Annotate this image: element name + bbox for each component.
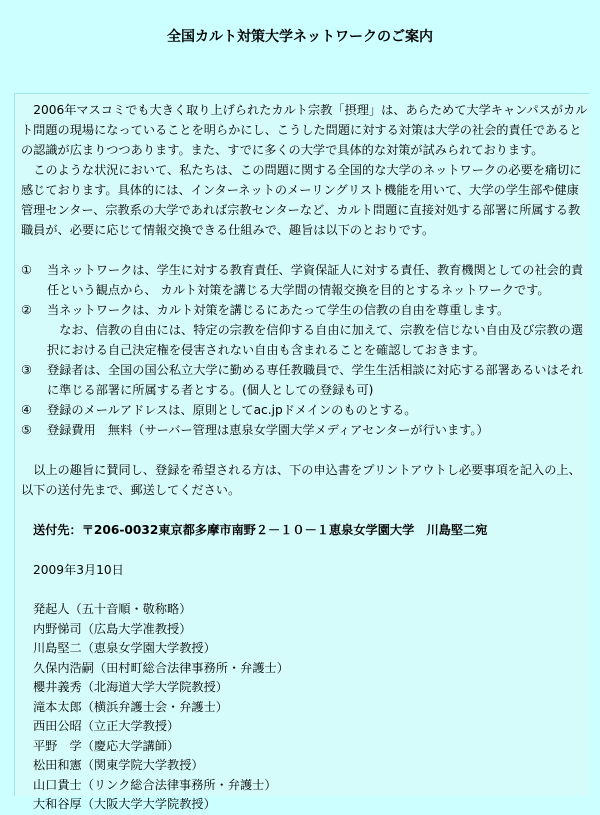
founder-name: 西田公昭（立正大学教授）	[33, 719, 180, 733]
list-item: ⑤ 登録費用 無料（サーバー管理は恵泉女学園大学メディアセンターが行います。）	[21, 423, 489, 437]
founder-name: 大和谷厚（大阪大学大学院教授）	[33, 797, 216, 811]
founder-name: 川島堅二（恵泉女学園大学教授）	[33, 641, 216, 655]
intro-paragraph: このような状況において、私たちは、この問題に関する全国的な大学のネットワークの必要を痛切に感じております。具体的には、インターネットのメーリングリスト機能を用いて、大学の学生部や健康管理センター、宗教系の大学であれば宗教センターなど、カルト問題に直接対処する部署に所属する教職員が、必要に応じて情報交換できる仕組みで、趣旨は以下のとおりです。	[21, 163, 582, 237]
founder-name: 櫻井義秀（北海道大学大学院教授）	[33, 680, 228, 694]
founder-name: 久保内浩嗣（田村町総合法律事務所・弁護士）	[33, 660, 289, 675]
date: 2009年3月10日	[33, 563, 124, 577]
founders-list	[21, 600, 589, 815]
founder-name: 松田和憲（関東学院大学教授）	[33, 758, 204, 772]
founder-name: 内野悌司（広島大学准教授）	[33, 621, 192, 636]
list-item: ① 当ネットワークは、学生に対する教育責任、学資保証人に対する責任、教育機関としての社会的責任という観点から、 カルト対策を講じる大学間の情報交換を目的とするネットワークです。	[21, 263, 584, 297]
list-item: ③ 登録者は、全国の国公私立大学に勤める専任教職員で、学生生活相談に対応する部署あるいはそれに準じる部署に所属する者とする。(個人としての登録も可)	[21, 363, 584, 397]
closing-paragraph: 以上の趣旨に賛同し、登録を希望される方は、下の申込書をプリントアウトし必要事項を記入の上、以下の送付先まで、郵送してください。	[21, 463, 581, 497]
announcement-body	[14, 93, 589, 811]
intro-paragraph: 2006年マスコミでも大きく取り上げられたカルト宗教「摂理」は、あらためて大学キャンパスがカルト問題の現場になっていることを明らかにし、こうした問題に対する対策は大学の社会的責任であるとの認識が広まりつつあります。また、すでに多くの大学で具体的な対策が試みられております。	[21, 103, 588, 157]
list-item: ④ 登録のメールアドレスは、原則としてac.jpドメインのものとする。	[21, 403, 417, 417]
list-item-note: なお、信教の自由には、特定の宗教を信仰する自由に加えて、宗教を信じない自由及び宗教の選択における自己決定権を侵害されない自由も含まれることを確認しておきます。	[47, 323, 584, 357]
page-title: 全国カルト対策大学ネットワークのご案内	[167, 29, 433, 45]
list-item: ② 当ネットワークは、カルト対策を講じるにあたって学生の信教の自由を尊重します。	[21, 303, 510, 317]
mailing-address: 送付先：〒206-0032東京都多摩市南野２－１０－１恵泉女学園大学 川島堅二宛	[33, 523, 488, 537]
founder-name: 平野 学（慶応大学講師）	[33, 738, 180, 753]
founder-name: 山口貴士（リンク総合法律事務所・弁護士）	[33, 777, 277, 792]
founders-label: 発起人（五十音順・敬称略）	[33, 602, 192, 616]
founder-name: 滝本太郎（横浜弁護士会・弁護士）	[33, 699, 228, 714]
